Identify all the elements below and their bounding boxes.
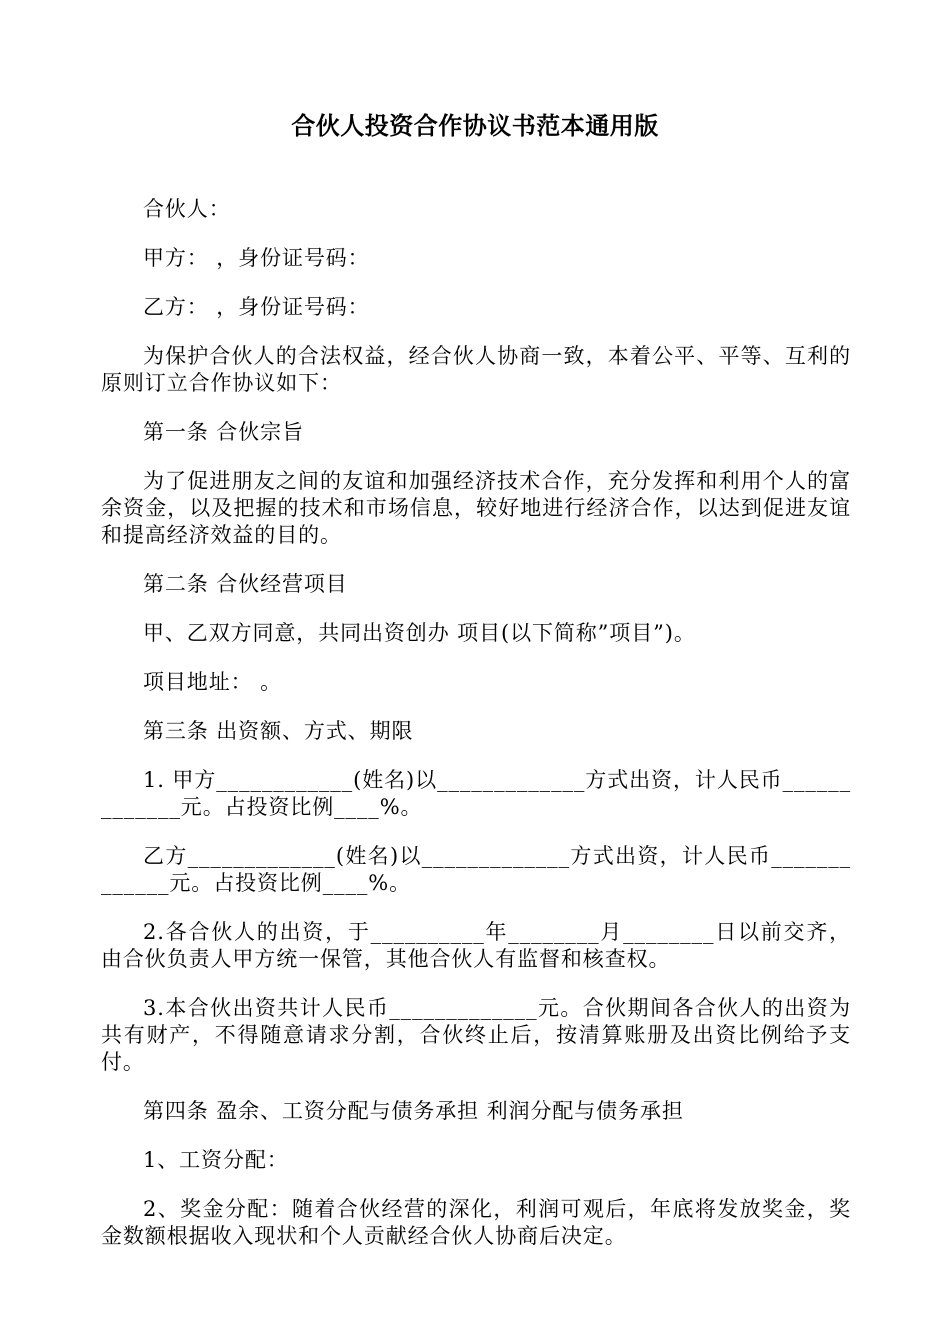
paragraph-party-b: 乙方： ，身份证号码： [143, 295, 370, 319]
article-2-body: 甲、乙双方同意，共同出资创办 项目(以下简称”项目”)。 [143, 621, 696, 645]
article-3-clause-2: 2.各合伙人的出资，于__________年________月________日以前交齐，由合伙负责人甲方统一保管，其他合伙人有监督和核查权。 [101, 920, 851, 971]
article-3-clause-1-party-b: 乙方_____________(姓名)以_____________方式出资，计人民币_____________元。占投资比例____%。 [101, 844, 851, 895]
article-4-clause-2: 2、奖金分配：随着合伙经营的深化，利润可观后，年底将发放奖金，奖金数额根据收入现状和个人贡献经合伙人协商后决定。 [101, 1197, 851, 1248]
document-title: 合伙人投资合作协议书范本通用版 [291, 112, 659, 140]
article-3-clause-1-party-a: 1. 甲方____________(姓名)以_____________方式出资，计人民币_____________元。占投资比例____%。 [101, 768, 851, 819]
document-body [101, 196, 851, 1272]
project-address: 项目地址： 。 [143, 670, 282, 694]
article-2-heading: 第二条 合伙经营项目 [143, 572, 348, 596]
article-1-body: 为了促进朋友之间的友谊和加强经济技术合作，充分发挥和利用个人的富余资金，以及把握的技术和市场信息，较好地进行经济合作，以达到促进友谊和提高经济效益的目的。 [101, 469, 851, 547]
article-3-clause-3: 3.本合伙出资共计人民币_____________元。合伙期间各合伙人的出资为共有财产，不得随意请求分割，合伙终止后，按清算账册及出资比例给予支付。 [101, 996, 851, 1074]
article-4-clause-1: 1、工资分配： [143, 1148, 289, 1172]
paragraph-party-a: 甲方： ，身份证号码： [143, 246, 370, 270]
paragraph-partners: 合伙人： [143, 197, 231, 221]
article-1-heading: 第一条 合伙宗旨 [143, 420, 304, 444]
paragraph-preamble: 为保护合伙人的合法权益，经合伙人协商一致，本着公平、平等、互利的原则订立合作协议如下： [101, 344, 851, 395]
article-4-heading: 第四条 盈余、工资分配与债务承担 利润分配与债务承担 [143, 1099, 684, 1123]
article-3-heading: 第三条 出资额、方式、期限 [143, 719, 414, 743]
